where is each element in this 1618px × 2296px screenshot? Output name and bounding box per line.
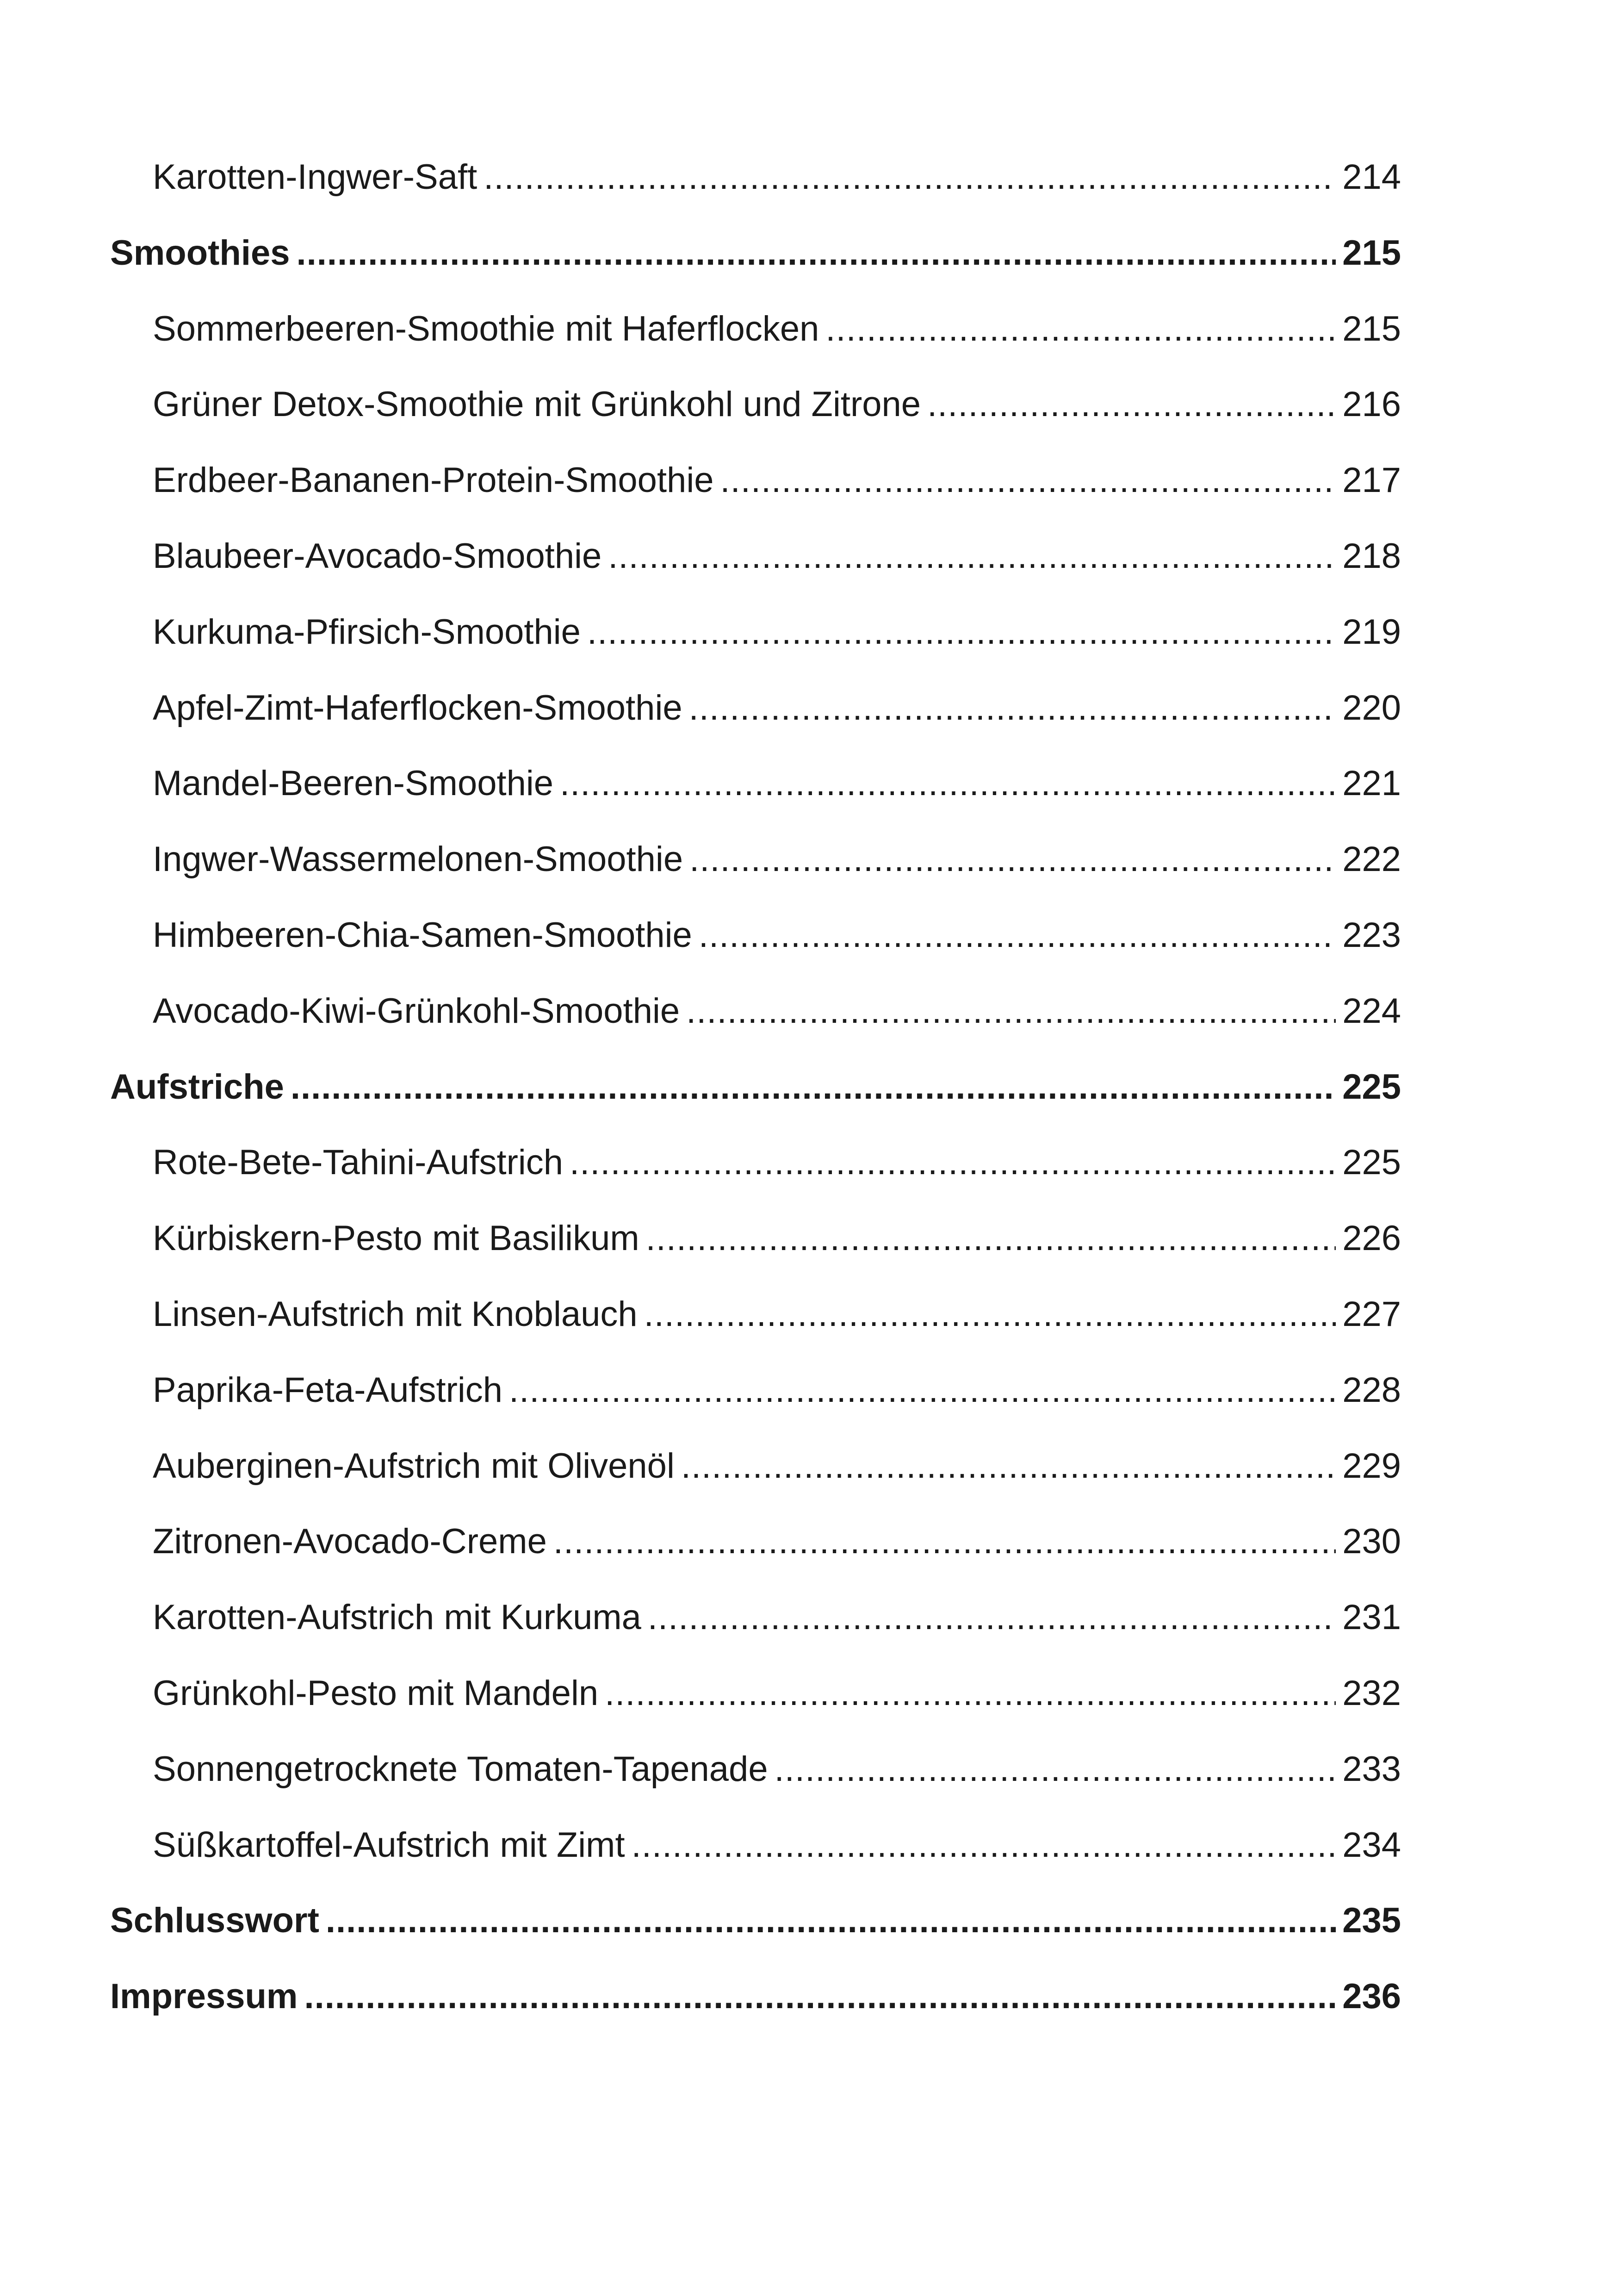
toc-entry-title: Sommerbeeren-Smoothie mit Haferflocken (153, 309, 819, 348)
dot-leader (605, 1673, 1336, 1714)
dot-leader (570, 1142, 1336, 1183)
toc-entry-title: Erdbeer-Bananen-Protein-Smoothie (153, 460, 714, 500)
toc-chapter[interactable] (110, 1900, 1401, 1976)
toc-entry-title: Kürbiskern-Pesto mit Basilikum (153, 1219, 639, 1258)
toc-chapter[interactable] (110, 1976, 1401, 2052)
toc-entry[interactable] (110, 308, 1401, 384)
dot-leader (648, 1597, 1336, 1638)
toc-page-number: 222 (1342, 840, 1401, 879)
toc-entry-title: Avocado-Kiwi-Grünkohl-Smoothie (153, 991, 680, 1031)
toc-entry-title: Linsen-Aufstrich mit Knoblauch (153, 1294, 638, 1334)
dot-leader (825, 308, 1336, 350)
toc-entry[interactable] (110, 1445, 1401, 1521)
toc-chapter[interactable] (110, 232, 1401, 308)
toc-entry-title: Grünkohl-Pesto mit Mandeln (153, 1673, 599, 1713)
toc-chapter[interactable] (110, 1066, 1401, 1142)
dot-leader (297, 232, 1336, 274)
toc-page-number: 234 (1342, 1825, 1401, 1865)
toc-page-number: 235 (1342, 1901, 1401, 1941)
toc-entry[interactable] (110, 1673, 1401, 1748)
toc-entry[interactable] (110, 1521, 1401, 1597)
toc-entry-title: Kurkuma-Pfirsich-Smoothie (153, 612, 581, 652)
toc-page-number: 214 (1342, 157, 1401, 197)
toc-page-number: 219 (1342, 612, 1401, 652)
dot-leader (587, 611, 1336, 653)
toc-entry[interactable] (110, 915, 1401, 990)
toc-entry-title: Auberginen-Aufstrich mit Olivenöl (153, 1446, 675, 1486)
toc-page-number: 236 (1342, 1977, 1401, 2016)
toc-entry[interactable] (110, 687, 1401, 763)
toc-page-number: 231 (1342, 1598, 1401, 1637)
toc-entry[interactable] (110, 1748, 1401, 1824)
dot-leader (686, 990, 1336, 1032)
dot-leader (632, 1824, 1336, 1866)
toc-chapter-title: Aufstriche (110, 1067, 284, 1107)
dot-leader (689, 839, 1336, 880)
toc-entry[interactable] (110, 535, 1401, 611)
toc-page-number: 217 (1342, 460, 1401, 500)
toc-chapter-title: Schlusswort (110, 1901, 319, 1941)
table-of-contents (110, 156, 1401, 2052)
toc-entry-title: Paprika-Feta-Aufstrich (153, 1370, 503, 1410)
toc-page-number: 232 (1342, 1673, 1401, 1713)
toc-entry[interactable] (110, 1369, 1401, 1445)
dot-leader (927, 384, 1336, 425)
toc-page-number: 229 (1342, 1446, 1401, 1486)
dot-leader (646, 1218, 1336, 1259)
toc-entry[interactable] (110, 1294, 1401, 1369)
toc-page-number: 230 (1342, 1522, 1401, 1562)
dot-leader (644, 1294, 1336, 1335)
toc-entry[interactable] (110, 611, 1401, 687)
toc-entry[interactable] (110, 156, 1401, 232)
toc-entry-title: Apfel-Zimt-Haferflocken-Smoothie (153, 688, 682, 728)
dot-leader (689, 687, 1336, 729)
toc-entry[interactable] (110, 990, 1401, 1066)
toc-page-number: 218 (1342, 536, 1401, 576)
toc-entry[interactable] (110, 1597, 1401, 1673)
toc-page-number: 228 (1342, 1370, 1401, 1410)
toc-page-number: 215 (1342, 233, 1401, 273)
dot-leader (720, 460, 1336, 501)
toc-chapter-title: Impressum (110, 1977, 298, 2016)
toc-page-number: 225 (1342, 1067, 1401, 1107)
dot-leader (775, 1748, 1336, 1790)
toc-entry[interactable] (110, 384, 1401, 460)
toc-entry-title: Ingwer-Wassermelonen-Smoothie (153, 840, 683, 879)
dot-leader (326, 1900, 1336, 1941)
toc-entry-title: Mandel-Beeren-Smoothie (153, 764, 554, 803)
toc-page-number: 226 (1342, 1219, 1401, 1258)
toc-entry[interactable] (110, 460, 1401, 535)
dot-leader (560, 763, 1336, 804)
toc-entry-title: Karotten-Ingwer-Saft (153, 157, 477, 197)
toc-page-number: 216 (1342, 385, 1401, 424)
toc-entry[interactable] (110, 839, 1401, 915)
toc-entry-title: Süßkartoffel-Aufstrich mit Zimt (153, 1825, 625, 1865)
dot-leader (304, 1976, 1336, 2017)
dot-leader (509, 1369, 1336, 1411)
dot-leader (553, 1521, 1336, 1562)
toc-page-number: 221 (1342, 764, 1401, 803)
toc-page-number: 215 (1342, 309, 1401, 348)
dot-leader (681, 1445, 1336, 1487)
toc-page-number: 223 (1342, 915, 1401, 955)
toc-entry-title: Himbeeren-Chia-Samen-Smoothie (153, 915, 692, 955)
toc-entry-title: Blaubeer-Avocado-Smoothie (153, 536, 602, 576)
toc-page-number: 227 (1342, 1294, 1401, 1334)
toc-entry-title: Grüner Detox-Smoothie mit Grünkohl und Zitrone (153, 385, 921, 424)
toc-entry[interactable] (110, 1824, 1401, 1900)
toc-entry-title: Zitronen-Avocado-Creme (153, 1522, 547, 1562)
toc-page-number: 224 (1342, 991, 1401, 1031)
toc-entry-title: Karotten-Aufstrich mit Kurkuma (153, 1598, 641, 1637)
dot-leader (484, 156, 1336, 198)
toc-chapter-title: Smoothies (110, 233, 290, 273)
toc-entry[interactable] (110, 1218, 1401, 1294)
toc-entry-title: Rote-Bete-Tahini-Aufstrich (153, 1143, 564, 1182)
toc-page-number: 220 (1342, 688, 1401, 728)
toc-entry-title: Sonnengetrocknete Tomaten-Tapenade (153, 1749, 768, 1789)
dot-leader (608, 535, 1336, 577)
dot-leader (291, 1066, 1336, 1108)
toc-entry[interactable] (110, 763, 1401, 839)
toc-entry[interactable] (110, 1142, 1401, 1218)
toc-page-number: 225 (1342, 1143, 1401, 1182)
dot-leader (699, 915, 1336, 956)
toc-page-number: 233 (1342, 1749, 1401, 1789)
